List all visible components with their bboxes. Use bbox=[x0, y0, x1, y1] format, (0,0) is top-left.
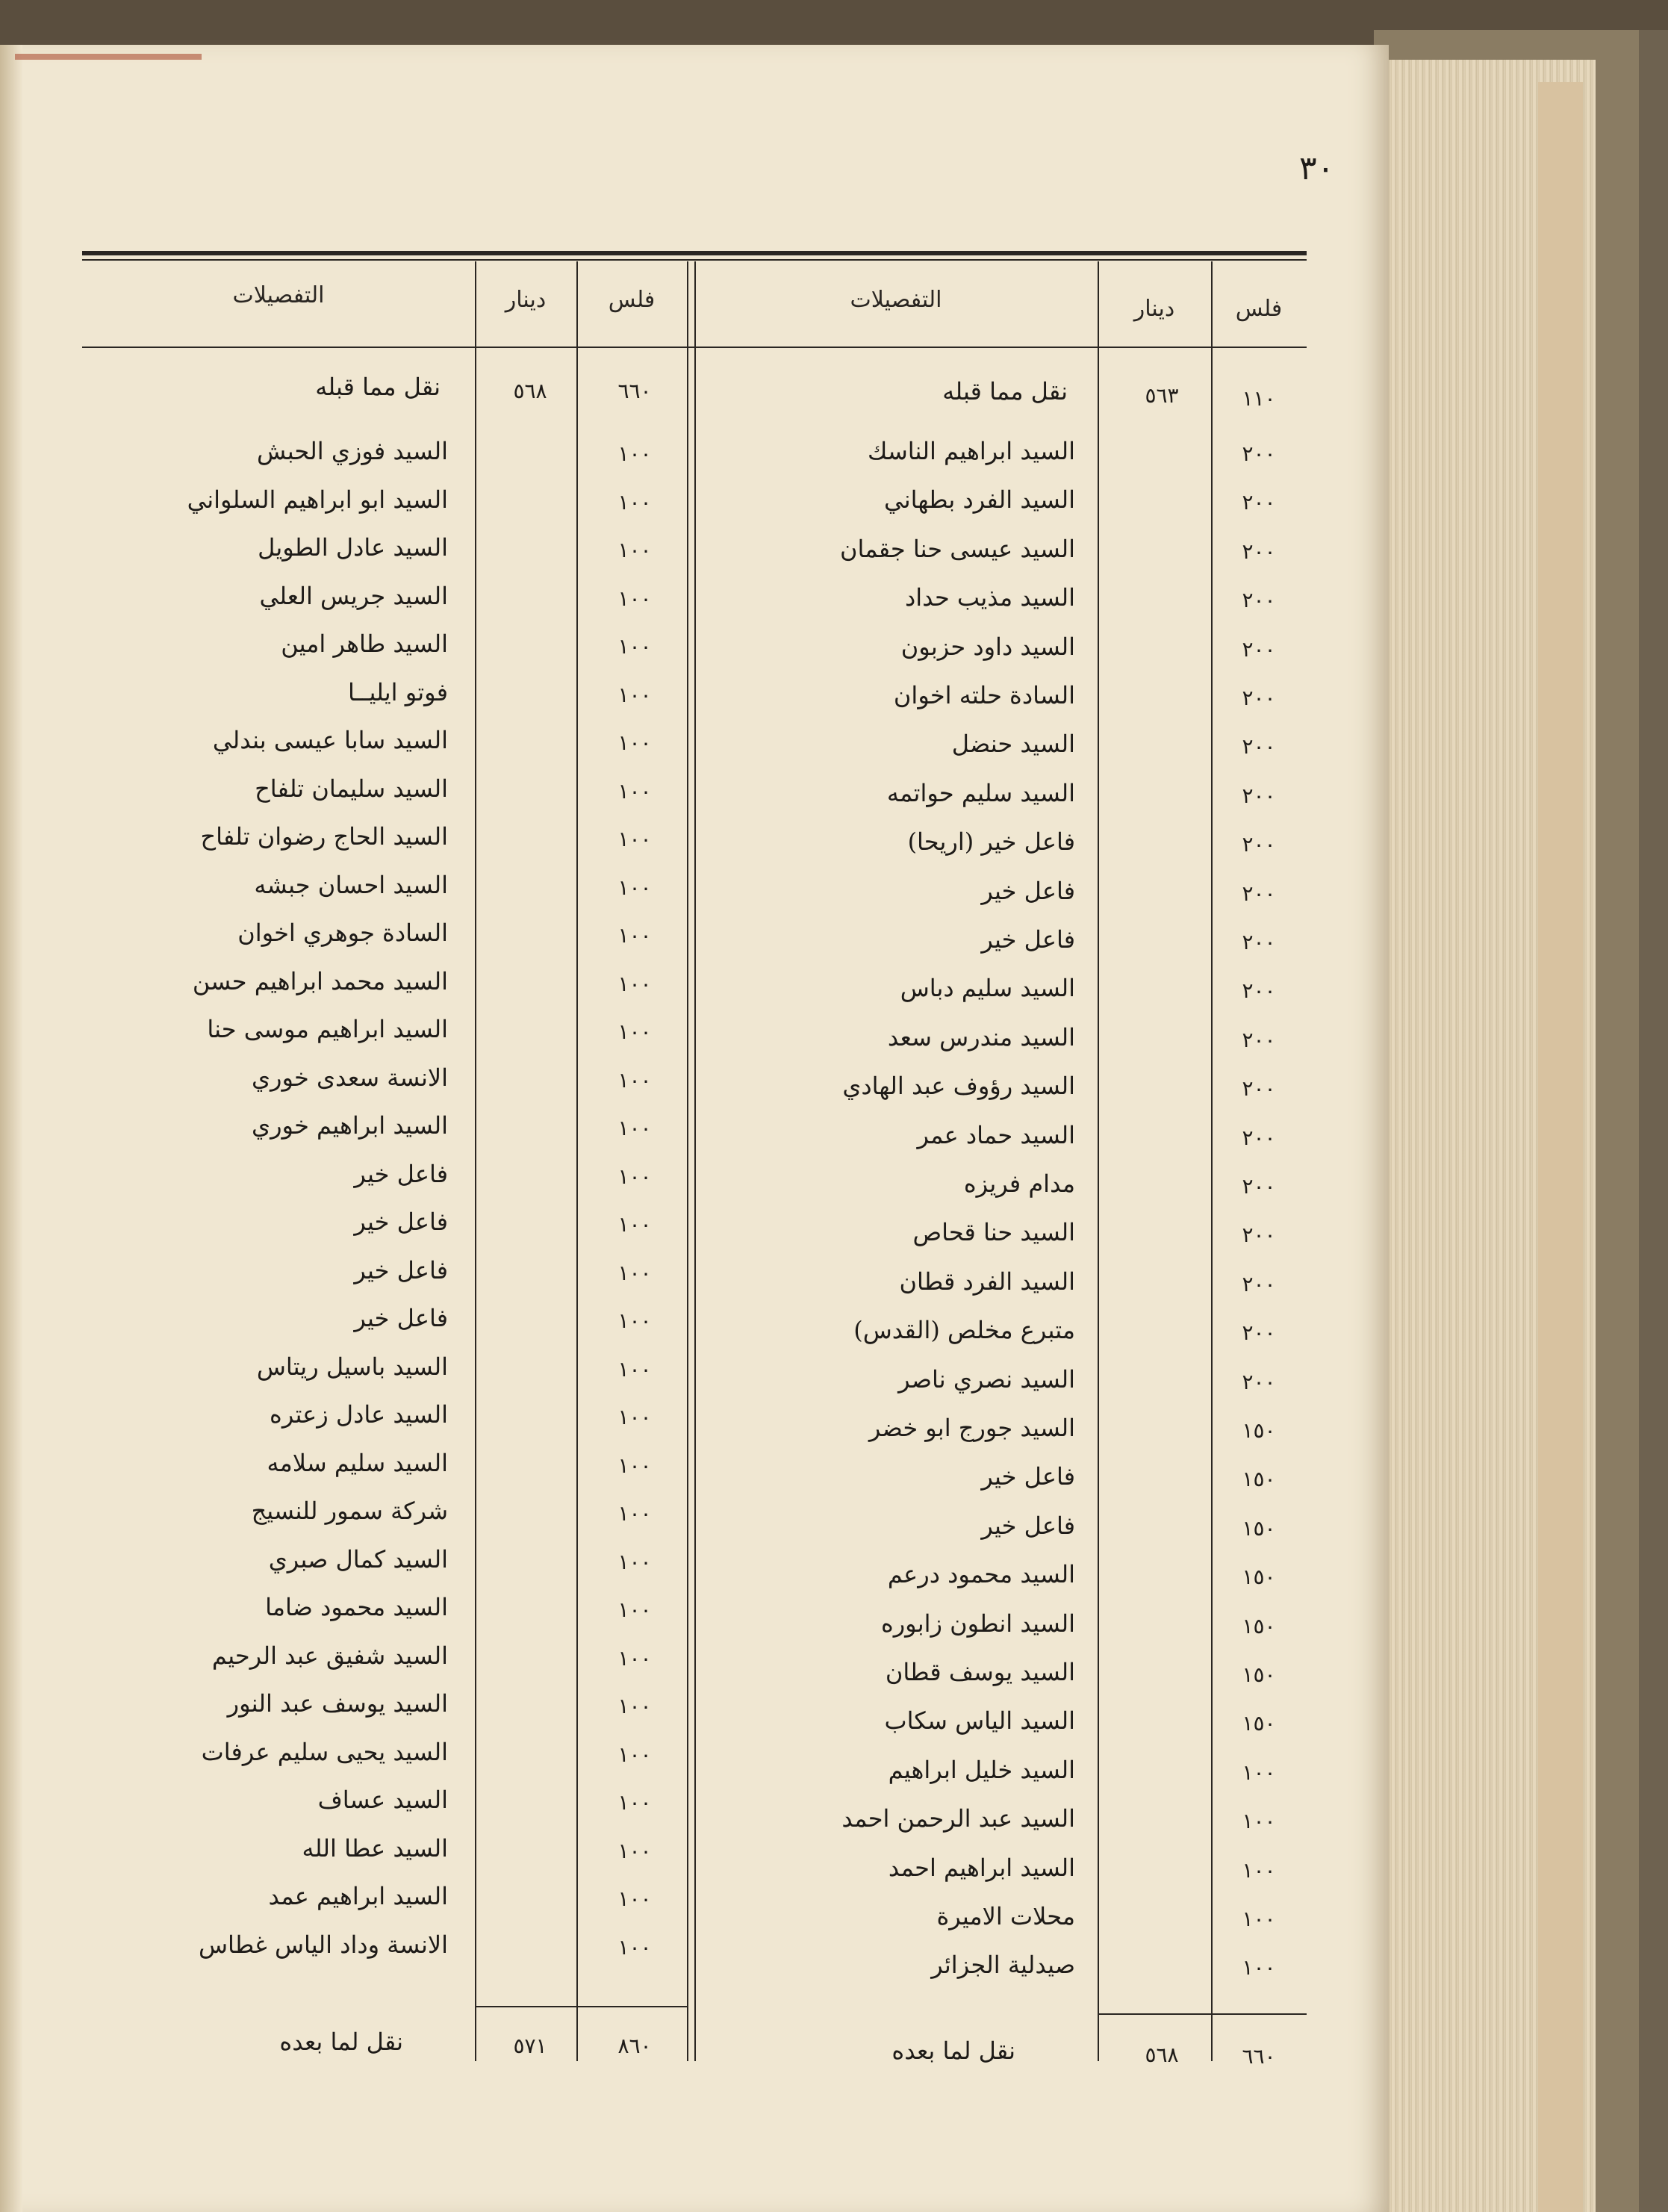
header-fils-left: فلس bbox=[608, 287, 656, 313]
right-row-fils: ١٥٠ bbox=[1242, 1613, 1276, 1638]
left-row-fils: ١٠٠ bbox=[617, 971, 652, 996]
right-row-fils: ١٥٠ bbox=[1242, 1515, 1276, 1541]
right-row-fils: ٢٠٠ bbox=[1242, 1125, 1276, 1150]
left-row-fils: ١٠٠ bbox=[617, 1260, 652, 1285]
right-row-name: السادة حلته اخوان bbox=[893, 681, 1075, 709]
right-carried-out-label: نقل لما بعده bbox=[891, 2037, 1015, 2065]
left-row-fils: ١٠٠ bbox=[617, 1742, 652, 1767]
right-row-fils: ١٠٠ bbox=[1242, 1955, 1276, 1980]
right-row-fils: ٢٠٠ bbox=[1242, 1174, 1276, 1199]
right-row-name: فاعل خير (اريحا) bbox=[907, 827, 1075, 857]
left-row-name: السيد سليم سلامه bbox=[267, 1448, 448, 1477]
left-row-fils: ١٠٠ bbox=[617, 1019, 652, 1044]
right-row-name: السيد حنا قحاص bbox=[912, 1218, 1075, 1247]
right-row-fils: ٢٠٠ bbox=[1242, 538, 1276, 564]
right-row-name: السيد نصري ناصر bbox=[898, 1364, 1075, 1394]
left-row-fils: ١٠٠ bbox=[617, 1164, 652, 1189]
left-row-name: فوتو ايليــا bbox=[348, 677, 448, 706]
left-carried-out-fils: ٨٦٠ bbox=[617, 2034, 652, 2058]
right-row-name: السيد الفرد قطان bbox=[899, 1267, 1075, 1296]
right-row-fils: ٢٠٠ bbox=[1242, 686, 1276, 710]
left-row-name: السيد الحاج رضوان تلفاح bbox=[200, 822, 448, 851]
left-row-fils: ١٠٠ bbox=[617, 441, 652, 466]
left-row-name: السيد عساف bbox=[317, 1786, 448, 1814]
left-carried-in-fils: ٦٦٠ bbox=[617, 379, 652, 403]
right-row-name: السيد الياس سكاب bbox=[884, 1706, 1075, 1736]
right-row-fils: ٢٠٠ bbox=[1242, 1271, 1276, 1296]
right-row-name: مدام فريزه bbox=[963, 1169, 1075, 1198]
left-row-fils: ١٠٠ bbox=[617, 1356, 652, 1382]
right-row-name: صيدلية الجزائر bbox=[931, 1951, 1075, 1980]
left-carried-out-label: نقل لما بعده bbox=[279, 2028, 403, 2056]
right-row-name: السيد حماد عمر bbox=[917, 1120, 1075, 1149]
left-row-fils: ١٠٠ bbox=[617, 1886, 652, 1911]
right-row-name: متبرع مخلص (القدس) bbox=[853, 1316, 1075, 1345]
left-row-name: السيد سليمان تلفاح bbox=[255, 774, 448, 803]
right-row-fils: ٢٠٠ bbox=[1242, 490, 1276, 515]
left-row-name: السيد جريس العلي bbox=[259, 581, 448, 610]
right-row-fils: ١٥٠ bbox=[1242, 1662, 1276, 1687]
left-row-fils: ١٠٠ bbox=[617, 1501, 652, 1526]
right-row-name: السيد سليم حواتمه bbox=[886, 778, 1075, 807]
left-row-name: السيد يحيى سليم عرفات bbox=[201, 1737, 448, 1766]
left-row-name: السيد عادل زعتره bbox=[270, 1400, 448, 1429]
page-edges-inner bbox=[1538, 82, 1583, 2212]
right-carried-in-label: نقل مما قبله bbox=[942, 377, 1068, 406]
right-row-fils: ٢٠٠ bbox=[1242, 930, 1276, 954]
left-row-name: السيد كمال صبري bbox=[268, 1544, 448, 1573]
right-row-name: السيد محمود درعم bbox=[887, 1560, 1075, 1589]
left-row-fils: ١٠٠ bbox=[617, 585, 652, 611]
right-row-fils: ٢٠٠ bbox=[1242, 783, 1276, 808]
left-row-name: فاعل خير bbox=[354, 1159, 448, 1188]
right-row-name: السيد عيسى حنا جقمان bbox=[839, 534, 1075, 563]
page-number: ٣٠ bbox=[1299, 149, 1335, 187]
right-row-name: فاعل خير bbox=[981, 1511, 1075, 1540]
right-row-fils: ١٠٠ bbox=[1242, 1809, 1276, 1834]
left-row-fils: ١٠٠ bbox=[617, 1694, 652, 1718]
right-row-name: السيد الفرد بطهاني bbox=[884, 485, 1075, 515]
right-row-fils: ٢٠٠ bbox=[1242, 1369, 1276, 1394]
right-row-name: السيد سليم دباس bbox=[900, 974, 1075, 1003]
right-row-fils: ١٥٠ bbox=[1242, 1418, 1276, 1443]
left-carried-in-dinar: ٥٦٨ bbox=[513, 379, 547, 403]
left-row-name: السيد محمد ابراهيم حسن bbox=[192, 966, 448, 995]
right-carried-in-fils: ١١٠ bbox=[1242, 386, 1276, 411]
left-row-name: فاعل خير bbox=[354, 1255, 448, 1284]
left-row-name: السيد سابا عيسى بندلي bbox=[212, 726, 448, 754]
right-row-fils: ٢٠٠ bbox=[1242, 1027, 1276, 1052]
ribbon-mark bbox=[15, 54, 202, 60]
left-row-fils: ١٠٠ bbox=[617, 730, 652, 755]
left-row-name: فاعل خير bbox=[354, 1208, 448, 1236]
right-row-name: السيد حنضل bbox=[951, 730, 1075, 759]
right-row-fils: ٢٠٠ bbox=[1242, 636, 1276, 662]
left-row-name: السيد محمود ضاما bbox=[265, 1593, 448, 1621]
right-row-name: السيد مندرس سعد bbox=[887, 1022, 1075, 1051]
header-details-right: التفصيلات bbox=[850, 287, 942, 313]
col-line-right-fils-dinar bbox=[1211, 261, 1213, 2061]
left-row-name: السيد ابو ابراهيم السلواني bbox=[187, 485, 448, 514]
left-row-name: السيد باسيل ريتاس bbox=[256, 1352, 448, 1381]
left-row-name: السيد احسان جبشه bbox=[254, 870, 448, 899]
left-row-fils: ١٠٠ bbox=[617, 827, 652, 851]
right-row-fils: ١٠٠ bbox=[1242, 1759, 1276, 1785]
right-row-name: السيد جورج ابو خضر bbox=[868, 1414, 1075, 1442]
col-line-right-dinar-details bbox=[1098, 261, 1099, 2061]
left-row-name: السيد فوزي الحبش bbox=[256, 437, 448, 465]
left-row-name: فاعل خير bbox=[354, 1304, 448, 1332]
right-row-name: السيد ابراهيم احمد bbox=[888, 1853, 1075, 1882]
left-row-name: السيد طاهر امين bbox=[281, 630, 448, 658]
left-row-fils: ١٠٠ bbox=[617, 1838, 652, 1863]
right-row-name: فاعل خير bbox=[981, 925, 1075, 954]
right-row-fils: ٢٠٠ bbox=[1242, 880, 1276, 906]
page-gutter bbox=[0, 45, 22, 2212]
left-row-fils: ١٠٠ bbox=[617, 1067, 652, 1093]
left-row-fils: ١٠٠ bbox=[617, 1549, 652, 1574]
header-fils-right: فلس bbox=[1235, 296, 1283, 322]
left-row-name: السيد عادل الطويل bbox=[258, 533, 448, 562]
left-row-name: السيد شفيق عبد الرحيم bbox=[211, 1641, 448, 1670]
left-row-name: السيد ابراهيم عمد bbox=[268, 1882, 448, 1910]
right-carried-out-dinar: ٥٦٨ bbox=[1145, 2042, 1179, 2067]
col-line-center-a bbox=[687, 261, 688, 2061]
right-row-fils: ٢٠٠ bbox=[1242, 441, 1276, 466]
right-row-fils: ١٥٠ bbox=[1242, 1711, 1276, 1736]
right-row-name: السيد رؤوف عبد الهادي bbox=[842, 1072, 1075, 1101]
subtotal-rule-right bbox=[1098, 2013, 1307, 2015]
left-row-name: السيد عطا الله bbox=[302, 1833, 448, 1863]
right-row-fils: ٢٠٠ bbox=[1242, 1222, 1276, 1248]
left-row-fils: ١٠٠ bbox=[617, 538, 652, 562]
col-line-center-b bbox=[694, 261, 696, 2061]
left-row-name: السيد ابراهيم موسى حنا bbox=[207, 1015, 448, 1043]
left-row-fils: ١٠٠ bbox=[617, 1645, 652, 1671]
header-dinar-right: دينار bbox=[1133, 296, 1175, 322]
left-row-fils: ١٠٠ bbox=[617, 874, 652, 900]
left-row-name: السيد ابراهيم خوري bbox=[252, 1111, 448, 1140]
left-row-fils: ١٠٠ bbox=[617, 1934, 652, 1960]
right-row-fils: ١٠٠ bbox=[1242, 1907, 1276, 1931]
right-row-fils: ١٥٠ bbox=[1242, 1467, 1276, 1492]
left-row-fils: ١٠٠ bbox=[617, 778, 652, 804]
right-row-name: السيد يوسف قطان bbox=[885, 1658, 1075, 1686]
right-row-fils: ٢٠٠ bbox=[1242, 1320, 1276, 1346]
col-line-left-dinar-details bbox=[475, 261, 476, 2061]
left-row-fils: ١٠٠ bbox=[617, 1597, 652, 1622]
left-row-name: السادة جوهري اخوان bbox=[237, 919, 448, 947]
left-row-fils: ١٠٠ bbox=[617, 1308, 652, 1333]
right-row-name: السيد عبد الرحمن احمد bbox=[841, 1804, 1075, 1833]
right-row-name: السيد مذيب حداد bbox=[905, 583, 1075, 612]
right-carried-in-dinar: ٥٦٣ bbox=[1145, 383, 1179, 408]
right-row-fils: ٢٠٠ bbox=[1242, 978, 1276, 1004]
right-row-name: السيد داود حزبون bbox=[900, 632, 1075, 661]
right-carried-out-fils: ٦٦٠ bbox=[1242, 2044, 1276, 2069]
left-row-name: السيد يوسف عبد النور bbox=[227, 1689, 448, 1718]
right-row-fils: ٢٠٠ bbox=[1242, 1076, 1276, 1102]
top-rule-thick bbox=[82, 251, 1307, 255]
left-row-fils: ١٠٠ bbox=[617, 1116, 652, 1140]
right-row-name: فاعل خير bbox=[981, 1462, 1075, 1491]
left-row-fils: ١٠٠ bbox=[617, 682, 652, 707]
left-row-fils: ١٠٠ bbox=[617, 1790, 652, 1815]
left-row-fils: ١٠٠ bbox=[617, 1453, 652, 1478]
right-row-name: السيد انطون زابوره bbox=[880, 1609, 1075, 1638]
right-row-name: فاعل خير bbox=[981, 876, 1075, 905]
left-carried-in-label: نقل مما قبله bbox=[315, 373, 441, 401]
right-row-fils: ١٠٠ bbox=[1242, 1857, 1276, 1883]
right-row-name: السيد ابراهيم الناسك bbox=[868, 437, 1075, 465]
top-rule-thin bbox=[82, 259, 1307, 261]
col-line-left-fils-dinar bbox=[576, 261, 578, 2061]
left-row-name: الانسة وداد الياس غطاس bbox=[198, 1930, 448, 1959]
left-row-name: شركة سمور للنسيج bbox=[251, 1497, 448, 1525]
left-carried-out-dinar: ٥٧١ bbox=[513, 2034, 547, 2058]
right-row-fils: ٢٠٠ bbox=[1242, 588, 1276, 613]
right-row-fils: ٢٠٠ bbox=[1242, 832, 1276, 857]
left-row-fils: ١٠٠ bbox=[617, 634, 652, 659]
left-row-fils: ١٠٠ bbox=[617, 489, 652, 515]
left-row-name: الانسة سعدى خوري bbox=[252, 1063, 448, 1092]
right-row-name: السيد خليل ابراهيم bbox=[888, 1755, 1075, 1784]
cover-edge bbox=[1639, 30, 1668, 2212]
header-dinar-left: دينار bbox=[505, 287, 547, 313]
right-row-name: محلات الاميرة bbox=[936, 1902, 1075, 1930]
left-row-fils: ١٠٠ bbox=[617, 1405, 652, 1429]
right-row-fils: ٢٠٠ bbox=[1242, 734, 1276, 759]
left-row-fils: ١٠٠ bbox=[617, 923, 652, 948]
header-details-left: التفصيلات bbox=[232, 282, 325, 308]
left-row-fils: ١٠٠ bbox=[617, 1212, 652, 1237]
right-row-fils: ١٥٠ bbox=[1242, 1565, 1276, 1590]
subtotal-rule-left bbox=[475, 2006, 687, 2007]
